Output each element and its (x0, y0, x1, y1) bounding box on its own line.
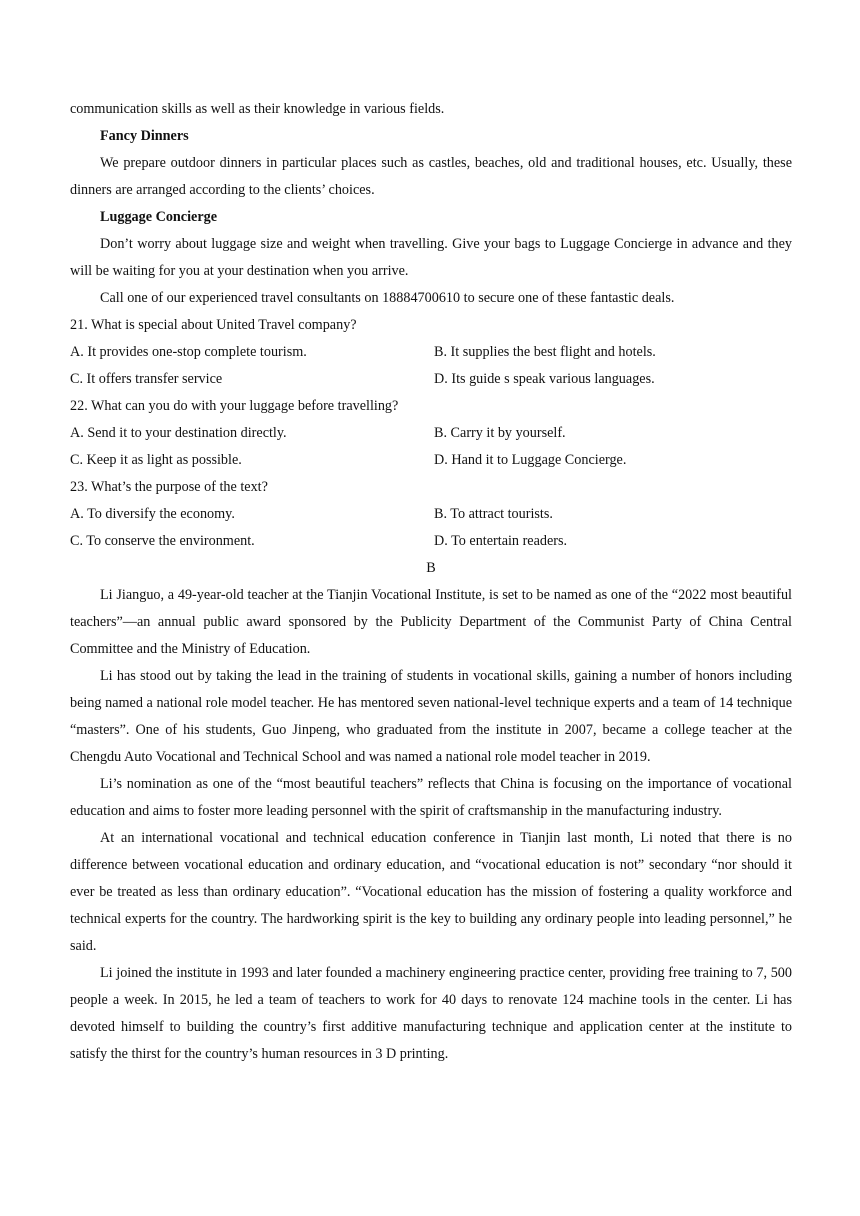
answer-options (70, 501, 792, 555)
answer-options (70, 339, 792, 393)
option-b: B. Carry it by yourself. (434, 425, 566, 441)
document-page (70, 96, 792, 1068)
option-b: B. It supplies the best flight and hotels. (434, 344, 656, 360)
passage-b-paragraph: Li joined the institute in 1993 and later founded a machinery engineering practice center, providing free training to 7, 500 people a week. In 2015, he led a team of teachers to work for 40 days to renovate 124 machine tools in the center. Li has devoted himself to building the country’s first additive manufacturing technique and application center at the institute to satisfy the thirst for the country’s human resources in 3 D printing. (70, 965, 792, 1062)
fancy-dinners-heading: Fancy Dinners (100, 128, 189, 144)
passage-b-paragraph: Li Jianguo, a 49-year-old teacher at the Tianjin Vocational Institute, is set to be named as one of the “2022 most beautiful teachers”—an annual public award sponsored by the Publicity Department of the Communist Party of China Central Committee and the Ministry of Education. (70, 587, 792, 657)
question-stem: 22. What can you do with your luggage before travelling? (70, 398, 399, 414)
passage-b-paragraph: Li has stood out by taking the lead in the training of students in vocational skills, gaining a number of honors including being named a national role model teacher. He has mentored seven national-level technique experts and a team of 14 technique “masters”. One of his students, Guo Jinpeng, who graduated from the institute in 2007, became a college teacher at the Chengdu Auto Vocational and Technical School and was named a national role model teacher in 2019. (70, 668, 792, 765)
option-d: D. To entertain readers. (434, 533, 568, 549)
passage-a-continuation: communication skills as well as their knowledge in various fields. (70, 101, 445, 117)
question-22 (70, 393, 792, 474)
option-c: C. It offers transfer service (70, 371, 223, 387)
option-d: D. Hand it to Luggage Concierge. (434, 452, 627, 468)
question-21 (70, 312, 792, 393)
question-23 (70, 474, 792, 555)
passage-b-letter: B (426, 560, 436, 576)
luggage-concierge-heading: Luggage Concierge (100, 209, 218, 225)
option-a: A. To diversify the economy. (70, 506, 235, 522)
call-consultants-text: Call one of our experienced travel consultants on 18884700610 to secure one of these fantastic deals. (100, 290, 675, 306)
luggage-concierge-text: Don’t worry about luggage size and weight when travelling. Give your bags to Luggage Concierge in advance and they will be waiting for you at your destination when you arrive. (70, 236, 792, 279)
fancy-dinners-text: We prepare outdoor dinners in particular places such as castles, beaches, old and traditional houses, etc. Usually, these dinners are arranged according to the clients’ choices. (70, 155, 792, 198)
question-stem: 23. What’s the purpose of the text? (70, 479, 268, 495)
passage-b-paragraph: At an international vocational and technical education conference in Tianjin last month, Li noted that there is no difference between vocational education and ordinary education, and “vocational education is not” secondary “nor should it ever be treated as less than ordinary education”. “Vocational education has the mission of fostering a quality workforce and technical experts for the country. The hardworking spirit is the key to building any ordinary people into leading personnel,” he said. (70, 830, 792, 954)
option-d: D. Its guide s speak various languages. (434, 371, 655, 387)
option-a: A. Send it to your destination directly. (70, 425, 287, 441)
option-c: C. Keep it as light as possible. (70, 452, 242, 468)
option-c: C. To conserve the environment. (70, 533, 255, 549)
option-a: A. It provides one-stop complete tourism. (70, 344, 307, 360)
option-b: B. To attract tourists. (434, 506, 553, 522)
answer-options (70, 420, 792, 474)
question-stem: 21. What is special about United Travel company? (70, 317, 357, 333)
passage-b-paragraph: Li’s nomination as one of the “most beautiful teachers” reflects that China is focusing on the importance of vocational education and aims to foster more leading personnel with the spirit of craftsmanship in the manufacturing industry. (70, 776, 792, 819)
